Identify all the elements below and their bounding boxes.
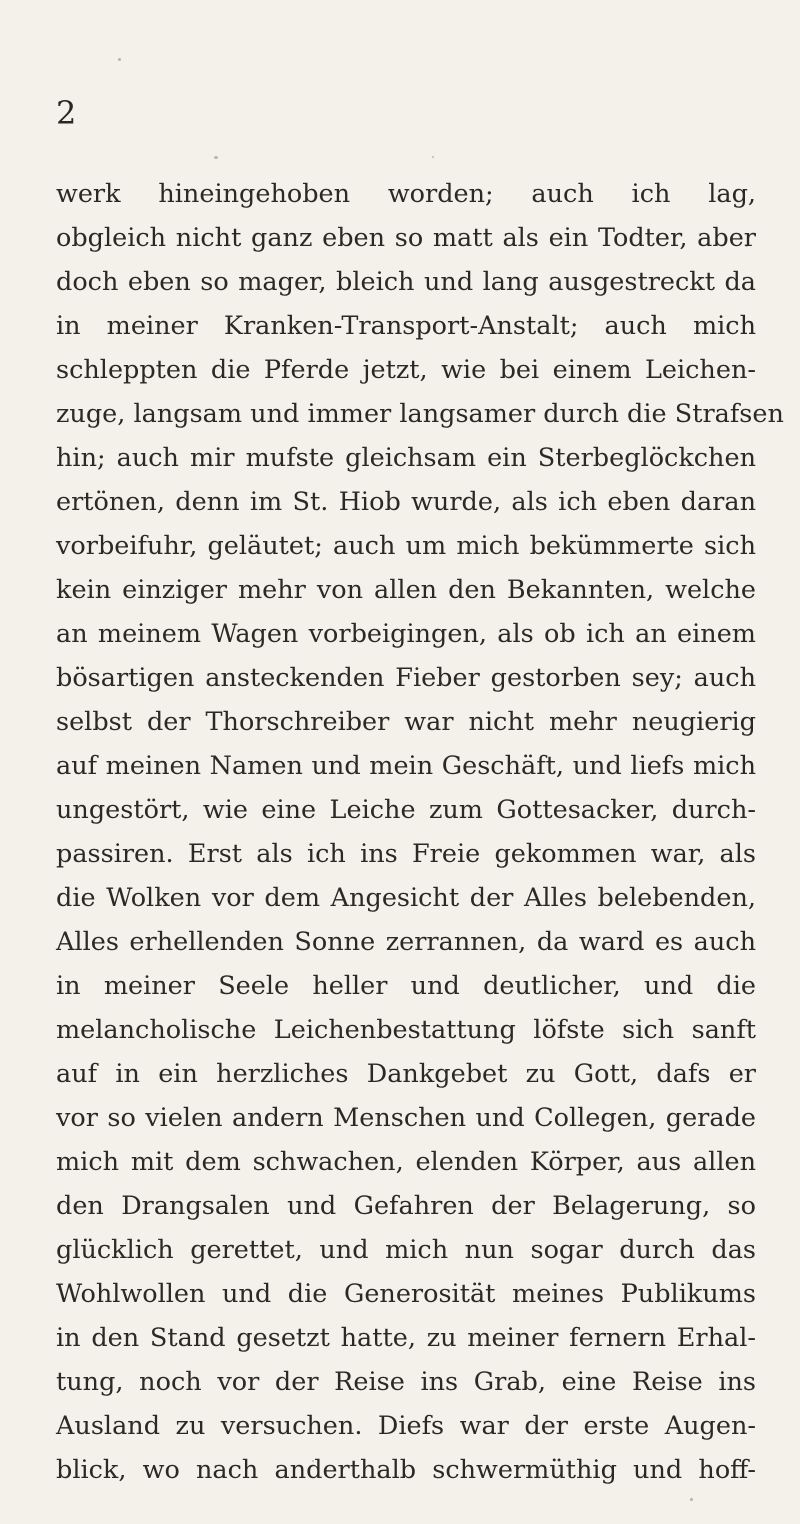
text-line-8: ertönen, denn im St. Hiob wurde, als ich eben daran — [56, 487, 756, 517]
text-line-15: ungestört, wie eine Leiche zum Gottesacker, durch- — [56, 795, 756, 825]
text-line-27: in den Stand gesetzt hatte, zu meiner fernern Erhal- — [56, 1323, 756, 1353]
text-line-9: vorbeifuhr, geläutet; auch um mich bekümmerte sich — [56, 531, 756, 561]
text-line-20: melancholische Leichenbestattung löfste sich sanft — [56, 1015, 756, 1045]
text-line-5: schleppten die Pferde jetzt, wie bei einem Leichen- — [56, 355, 756, 385]
text-line-30: blick, wo nach anderthalb schwermüthig und hoff- — [56, 1455, 756, 1485]
text-line-26: Wohlwollen und die Generosität meines Publikums — [56, 1279, 756, 1309]
text-line-6: zuge, langsam und immer langsamer durch die Strafsen — [56, 399, 784, 429]
page-number: 2 — [56, 94, 77, 132]
text-line-14: auf meinen Namen und mein Geschäft, und liefs mich — [56, 751, 756, 781]
text-line-10: kein einziger mehr von allen den Bekannten, welche — [56, 575, 756, 605]
text-line-11: an meinem Wagen vorbeigingen, als ob ich an einem — [56, 619, 756, 649]
text-line-19: in meiner Seele heller und deutlicher, und die — [56, 971, 756, 1001]
text-line-12: bösartigen ansteckenden Fieber gestorben sey; auch — [56, 663, 756, 693]
text-line-16: passiren. Erst als ich ins Freie gekommen war, als — [56, 839, 756, 869]
text-line-28: tung, noch vor der Reise ins Grab, eine Reise ins — [56, 1367, 756, 1397]
text-line-23: mich mit dem schwachen, elenden Körper, aus allen — [56, 1147, 756, 1177]
text-line-7: hin; auch mir mufste gleichsam ein Sterbeglöckchen — [56, 443, 756, 473]
text-line-24: den Drangsalen und Gefahren der Belagerung, so — [56, 1191, 756, 1221]
text-line-3: doch eben so mager, bleich und lang ausgestreckt da — [56, 267, 756, 297]
text-line-2: obgleich nicht ganz eben so matt als ein Todter, aber — [56, 223, 756, 253]
text-line-29: Ausland zu versuchen. Diefs war der erste Augen- — [56, 1411, 756, 1441]
text-line-18: Alles erhellenden Sonne zerrannen, da ward es auch — [56, 927, 756, 957]
text-line-22: vor so vielen andern Menschen und Collegen, gerade — [56, 1103, 756, 1133]
text-line-13: selbst der Thorschreiber war nicht mehr neugierig — [56, 707, 756, 737]
text-line-4: in meiner Kranken-Transport-Anstalt; auch mich — [56, 311, 756, 341]
text-line-25: glücklich gerettet, und mich nun sogar durch das — [56, 1235, 756, 1265]
text-line-1: werk hineingehoben worden; auch ich lag, — [56, 179, 756, 209]
text-line-21: auf in ein herzliches Dankgebet zu Gott, dafs er — [56, 1059, 756, 1089]
text-line-17: die Wolken vor dem Angesicht der Alles belebenden, — [56, 883, 756, 913]
